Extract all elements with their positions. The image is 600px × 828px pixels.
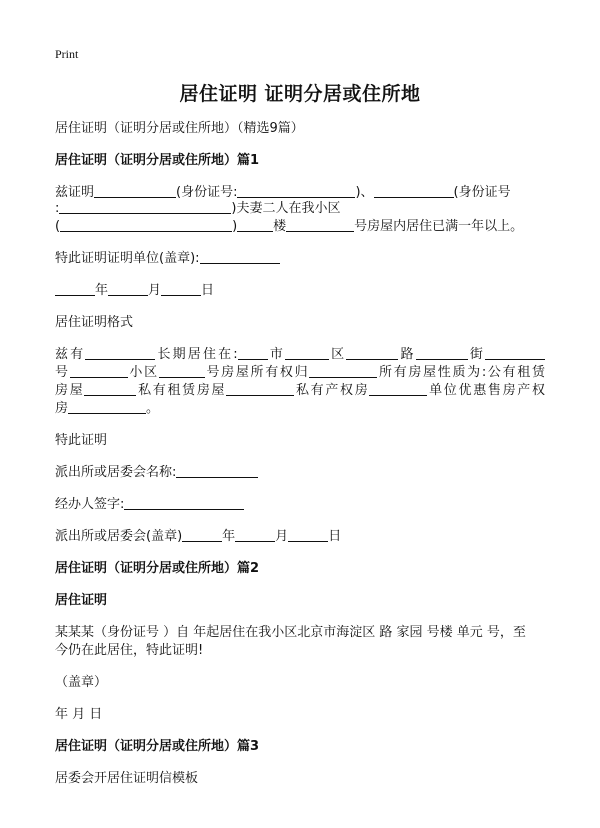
hereby-text: 特此证明 bbox=[55, 433, 108, 448]
blank-field bbox=[235, 527, 275, 542]
text: 单位优惠售房产权 bbox=[427, 383, 545, 398]
text: )夫妻二人在我小区 bbox=[231, 201, 341, 216]
blank-field bbox=[124, 495, 244, 510]
cert-paragraph-line-1: 某某某（身份证号 ）自 年起居住在我小区北京市海淀区 路 家园 号楼 单元 号，至 bbox=[55, 625, 526, 640]
document-subtitle: 居住证明（证明分居或住所地）（精选9篇） bbox=[55, 121, 304, 136]
template-text: 居委会开居住证明信模板 bbox=[55, 771, 199, 786]
text: 私有租赁房屋 bbox=[136, 383, 227, 398]
text: 小区 bbox=[127, 365, 159, 380]
blank-field bbox=[286, 217, 354, 232]
text: (身份证号: bbox=[176, 185, 238, 200]
page-title: 居住证明 证明分居或住所地 bbox=[179, 83, 421, 105]
blank-field bbox=[369, 381, 427, 396]
unit-seal-line bbox=[55, 248, 280, 270]
blank-field bbox=[226, 381, 294, 396]
print-link[interactable]: Print bbox=[55, 47, 79, 61]
blank-field bbox=[68, 399, 146, 414]
blank-field bbox=[374, 183, 454, 198]
text: 年 bbox=[95, 283, 109, 298]
text: 经办人签字: bbox=[55, 497, 125, 512]
text: 月 bbox=[275, 529, 289, 544]
handler-sign-line bbox=[55, 494, 244, 516]
blank-field bbox=[200, 249, 280, 264]
text: 号房屋内居住已满一年以上。 bbox=[354, 219, 524, 234]
text: 号 bbox=[55, 365, 70, 380]
blank-field bbox=[346, 345, 398, 360]
text: 号房屋所有权归 bbox=[204, 365, 310, 380]
format-line-4 bbox=[55, 398, 159, 420]
text: 区 bbox=[329, 347, 347, 362]
text: : bbox=[55, 201, 60, 216]
section-subheading: 居住证明 bbox=[55, 593, 108, 608]
blank-field bbox=[288, 527, 328, 542]
blank-field bbox=[237, 217, 273, 232]
blank-field bbox=[182, 527, 222, 542]
text: 房 bbox=[55, 401, 69, 416]
blank-field bbox=[60, 217, 232, 232]
text: 。 bbox=[146, 401, 160, 416]
text: 派出所或居委会名称: bbox=[55, 465, 177, 480]
text: ) bbox=[232, 219, 238, 234]
cert-paragraph-line-2: 今仍在此居住，特此证明! bbox=[55, 643, 204, 658]
blank-field bbox=[309, 363, 377, 378]
blank-field bbox=[485, 345, 545, 360]
text: 兹有 bbox=[55, 347, 86, 362]
date-text: 年 月 日 bbox=[55, 707, 103, 722]
blank-field bbox=[94, 183, 176, 198]
blank-field bbox=[237, 183, 355, 198]
text: 年 bbox=[222, 529, 236, 544]
text: 街 bbox=[467, 347, 485, 362]
text: 长期居住在: bbox=[155, 347, 238, 362]
blank-field bbox=[416, 345, 468, 360]
blank-field bbox=[59, 199, 231, 214]
text: 私有产权房 bbox=[294, 383, 370, 398]
blank-field bbox=[161, 281, 201, 296]
blank-field bbox=[55, 281, 95, 296]
text: )、 bbox=[355, 185, 374, 200]
blank-field bbox=[159, 363, 205, 378]
cert-line-3 bbox=[55, 216, 523, 238]
blank-field bbox=[84, 381, 136, 396]
text: 兹证明 bbox=[55, 185, 95, 200]
police-name-line bbox=[55, 462, 258, 484]
blank-field bbox=[85, 345, 155, 360]
text: 月 bbox=[148, 283, 162, 298]
text: 所有房屋性质为:公有租赁 bbox=[377, 365, 545, 380]
police-seal-line bbox=[55, 526, 341, 548]
text: 派出所或居委会(盖章) bbox=[55, 529, 183, 544]
section-heading-3: 居住证明（证明分居或住所地）篇3 bbox=[55, 739, 260, 754]
format-title: 居住证明格式 bbox=[55, 315, 134, 330]
text: ( bbox=[55, 219, 61, 234]
text: (身份证号 bbox=[453, 185, 511, 200]
section-heading-2: 居住证明（证明分居或住所地）篇2 bbox=[55, 561, 260, 576]
date-line bbox=[55, 280, 214, 302]
text: 市 bbox=[267, 347, 285, 362]
text: 日 bbox=[328, 529, 342, 544]
blank-field bbox=[238, 345, 268, 360]
seal-text: （盖章） bbox=[55, 675, 108, 690]
text: 房屋 bbox=[55, 383, 85, 398]
text: 特此证明证明单位(盖章): bbox=[55, 251, 200, 266]
section-heading-1: 居住证明（证明分居或住所地）篇1 bbox=[55, 153, 260, 168]
blank-field bbox=[285, 345, 329, 360]
text: 日 bbox=[201, 283, 215, 298]
text: 楼 bbox=[273, 219, 287, 234]
blank-field bbox=[70, 363, 128, 378]
blank-field bbox=[108, 281, 148, 296]
text: 路 bbox=[398, 347, 416, 362]
blank-field bbox=[176, 463, 258, 478]
